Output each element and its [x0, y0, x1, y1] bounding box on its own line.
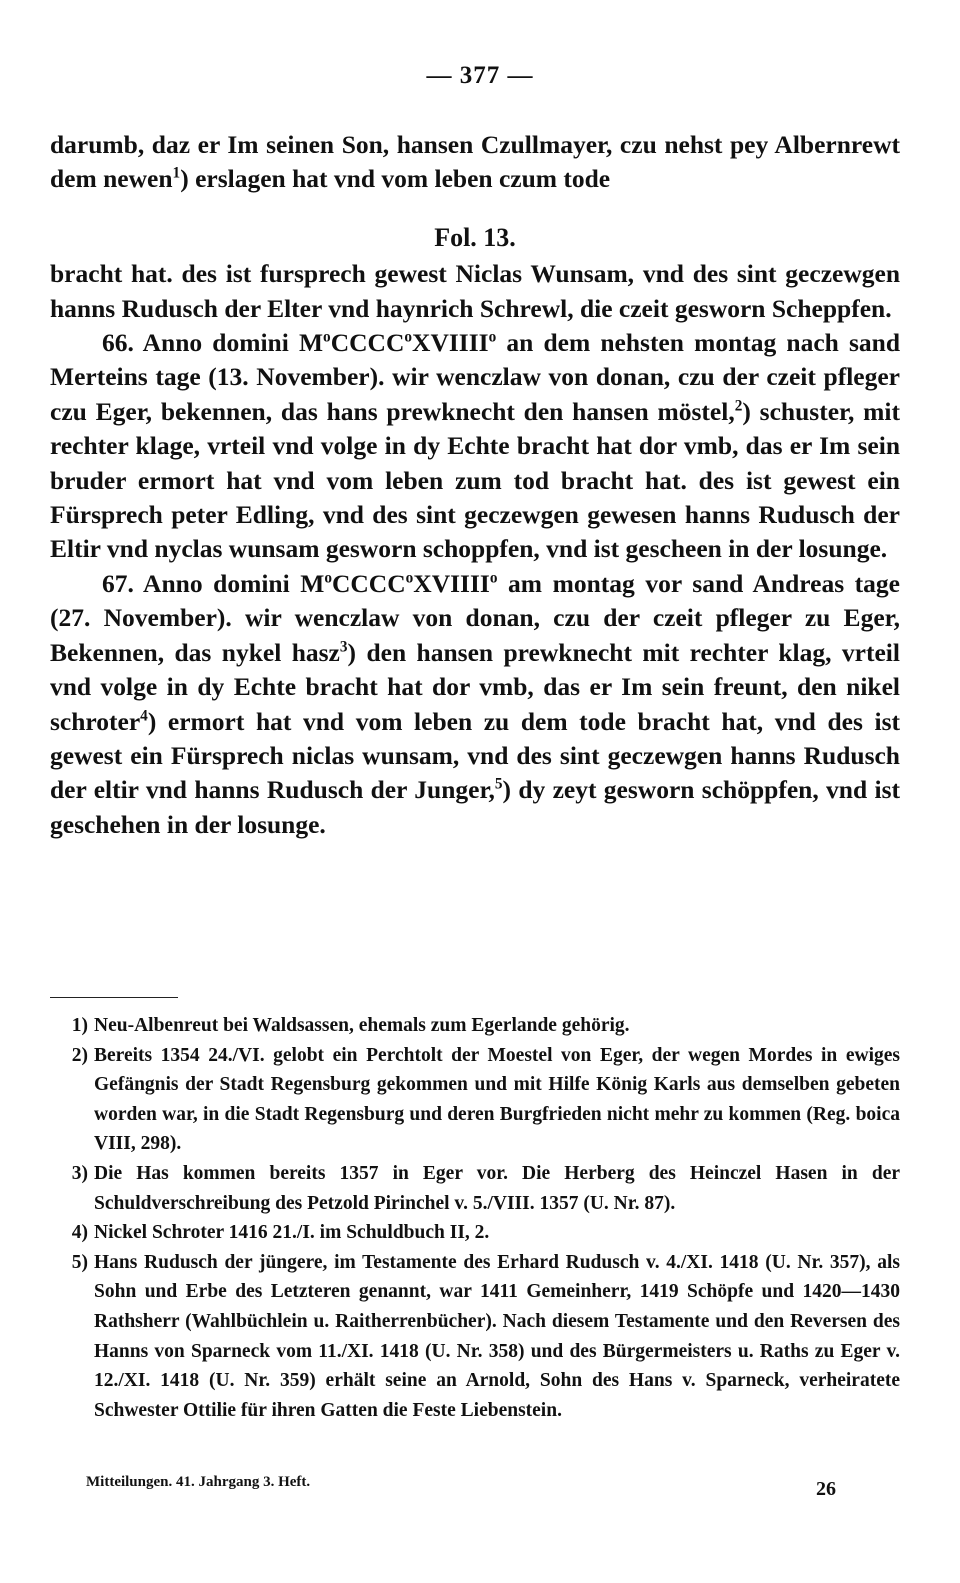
paragraph-continuation: bracht hat. des ist fursprech gewest Niclas Wunsam, vnd des sint geczewgen hanns Rudusch der Elter vnd haynrich Schrewl, die czeit gesworn Scheppfen.: [50, 259, 900, 323]
superscript: o: [404, 328, 413, 346]
footnote-text: Hans Rudusch der jüngere, im Testamente des Erhard Rudusch v. 4./XI. 1418 (U. Nr. 357), als Sohn und Erbe des Letzteren genannt, war 1411 Gemeinherr, 1419 Schöpfe und 1420—1430 Rathsherr (Wahlbüchlein u. Raitherrenbücher). Nach diesem Testamente und den Reversen des Hanns von Sparneck vom 11./XI. 1418 (U. Nr. 358) und des Bürgermeisters u. Raths zu Eger v. 12./XI. 1418 (U. Nr. 359) erhält seine an Arnold, Sohn des Hans v. Sparneck, verheiratete Schwester Ottilie für ihren Gatten die Feste Liebenstein.: [94, 1251, 900, 1421]
sheet-signature: 26: [816, 1478, 836, 1500]
text-run: ) den hansen prewknecht mit rechter klag, vrteil vnd volge in dy Echte bracht hat dor vmb, das er Im sein freunt, den nikel schroter: [50, 637, 900, 736]
text-run: XVIIII: [413, 568, 490, 598]
superscript: o: [489, 569, 498, 587]
text-run: ) erslagen hat vnd vom leben czum tode: [180, 164, 611, 194]
text-run: ) schuster, mit rechter klage, vrteil vnd volge in dy Echte bracht hat dor vmb, das er Im sein bruder ermort hat vnd vom leben zum tod bracht hat. des ist gewest ein Fürsprech peter Edling, vnd des sint geczewgen gewesen hanns Rudusch der Eltir vnd nyclas wunsam gesworn schoppfen, vnd ist gescheen in der losunge.: [50, 396, 900, 564]
footnote-text: Nickel Schroter 1416 21./I. im Schuldbuch II, 2.: [94, 1222, 490, 1244]
entry-67: [50, 567, 900, 842]
footnote-1: [50, 1011, 900, 1041]
text-run: ) dy zeyt gesworn schöppfen, vnd ist geschehen in der losunge.: [50, 775, 900, 839]
footnote-number: 5): [71, 1251, 88, 1273]
footnote-number: 3): [71, 1162, 88, 1184]
footnote-2: [50, 1041, 900, 1159]
footnote-number: 4): [71, 1222, 88, 1244]
footnote-number: 2): [71, 1044, 88, 1066]
entry-66: [50, 326, 900, 567]
footnote-text: Bereits 1354 24./VI. gelobt ein Perchtolt der Moestel von Eger, der wegen Mordes in ewiges Gefängnis der Stadt Regensburg gekommen und mit Hilfe König Karls aus demselben gebeten worden war, in die Stadt Regensburg und deren Burgfrieden nicht mehr zu kommen (Reg. boica VIII, 298).: [94, 1044, 900, 1155]
page-number-header: — 377 —: [426, 62, 534, 89]
journal-signature: Mitteilungen. 41. Jahrgang 3. Heft.: [86, 1474, 311, 1490]
superscript: o: [405, 569, 414, 587]
footnote-4: [50, 1218, 900, 1248]
footnote-ref-2: 2: [734, 397, 743, 415]
footnote-ref-5: 5: [494, 775, 503, 793]
footnote-separator: [50, 997, 178, 998]
footnote-ref-4: 4: [140, 707, 148, 724]
text-run: CCCC: [331, 568, 406, 598]
text-run: am montag vor sand Andreas tage (27. November). wir wenczlaw von donan, czu der czeit pfleger zu Eger, Bekennen, das nykel hasz: [50, 568, 900, 667]
paragraph-opening: [50, 128, 900, 197]
text-run: XVIIII: [412, 328, 489, 358]
main-text: [50, 128, 900, 842]
superscript: o: [488, 328, 497, 346]
text-run: ) ermort hat vnd vom leben zu dem tode bracht hat, vnd des ist gewest ein Fürsprech niclas wunsam, vnd des sint geczewgen hanns Rudusch der eltir vnd hanns Rudusch der Junger,: [50, 706, 900, 805]
text-run: an dem nehsten montag nach sand Merteins tage (13. November). wir wenczlaw von donan, czu der czeit pfleger czu Eger, bekennen, das hans prewknecht den hansen möstel,: [50, 328, 901, 426]
text-run: darumb, daz er Im seinen Son, hansen Czullmayer, czu nehst pey Albernrewt dem newen: [50, 130, 900, 194]
text-run: 66. Anno domini M: [102, 328, 324, 358]
footnote-ref-1: 1: [172, 164, 181, 182]
text-run: CCCC: [330, 328, 405, 358]
footnote-3: [50, 1159, 900, 1218]
superscript: o: [324, 569, 332, 587]
footnote-ref-3: 3: [339, 638, 348, 656]
folio-marker: Fol. 13.: [434, 222, 516, 252]
text-run: 67. Anno domini M: [102, 568, 325, 598]
footnote-text: Neu-Albenreut bei Waldsassen, ehemals zum Egerlande gehörig.: [94, 1015, 630, 1036]
footnote-5: [50, 1248, 900, 1426]
footnote-text: Die Has kommen bereits 1357 in Eger vor. Die Herberg des Heinczel Hasen in der Schuldverschreibung des Petzold Pirinchel v. 5./VIII. 1357 (U. Nr. 87).: [94, 1162, 900, 1214]
footnote-number: 1): [71, 1015, 88, 1036]
footnotes: [50, 1011, 900, 1425]
superscript: o: [323, 328, 331, 346]
